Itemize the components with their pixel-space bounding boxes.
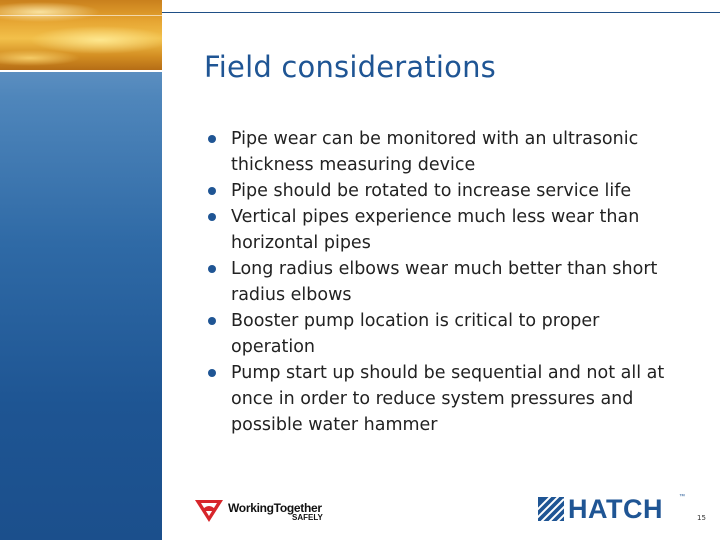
- bullet-dot-icon: [208, 369, 216, 377]
- header-rule: [162, 12, 720, 13]
- hardhat-triangle-icon: [193, 498, 225, 524]
- bullet-item: [206, 204, 686, 256]
- bullet-dot-icon: [208, 213, 216, 221]
- bullet-item: [206, 126, 686, 178]
- bullet-item: [206, 308, 686, 360]
- hatch-stripes-icon: [538, 497, 564, 521]
- flame-banner-image: [0, 0, 162, 70]
- bullet-dot-icon: [208, 317, 216, 325]
- trademark-symbol: ™: [679, 494, 685, 500]
- slide-title: Field considerations: [204, 50, 496, 84]
- bullet-text: Long radius elbows wear much better than short radius elbows: [231, 259, 658, 305]
- working-together-logo: [193, 498, 333, 524]
- bullet-item: [206, 360, 686, 438]
- banner-divider: [0, 70, 162, 72]
- bullet-text: Pipe should be rotated to increase service life: [231, 181, 632, 201]
- bullet-dot-icon: [208, 265, 216, 273]
- bullet-item: [206, 178, 686, 204]
- working-together-text: WorkingTogether: [228, 501, 322, 515]
- bullet-text: Booster pump location is critical to proper operation: [231, 311, 600, 357]
- bullet-list: [206, 126, 686, 438]
- sidebar-panel: [0, 0, 162, 540]
- safely-text: SAFELY: [292, 513, 323, 522]
- hatch-logo: [538, 494, 688, 524]
- bullet-dot-icon: [208, 187, 216, 195]
- bullet-text: Pipe wear can be monitored with an ultrasonic thickness measuring device: [231, 129, 639, 175]
- hatch-wordmark: HATCH: [568, 494, 663, 524]
- page-number: 15: [697, 514, 706, 522]
- bullet-text: Vertical pipes experience much less wear than horizontal pipes: [231, 207, 640, 253]
- banner-divider: [0, 15, 162, 16]
- bullet-text: Pump start up should be sequential and not all at once in order to reduce system pressures and possible water hammer: [231, 363, 665, 435]
- bullet-dot-icon: [208, 135, 216, 143]
- bullet-item: [206, 256, 686, 308]
